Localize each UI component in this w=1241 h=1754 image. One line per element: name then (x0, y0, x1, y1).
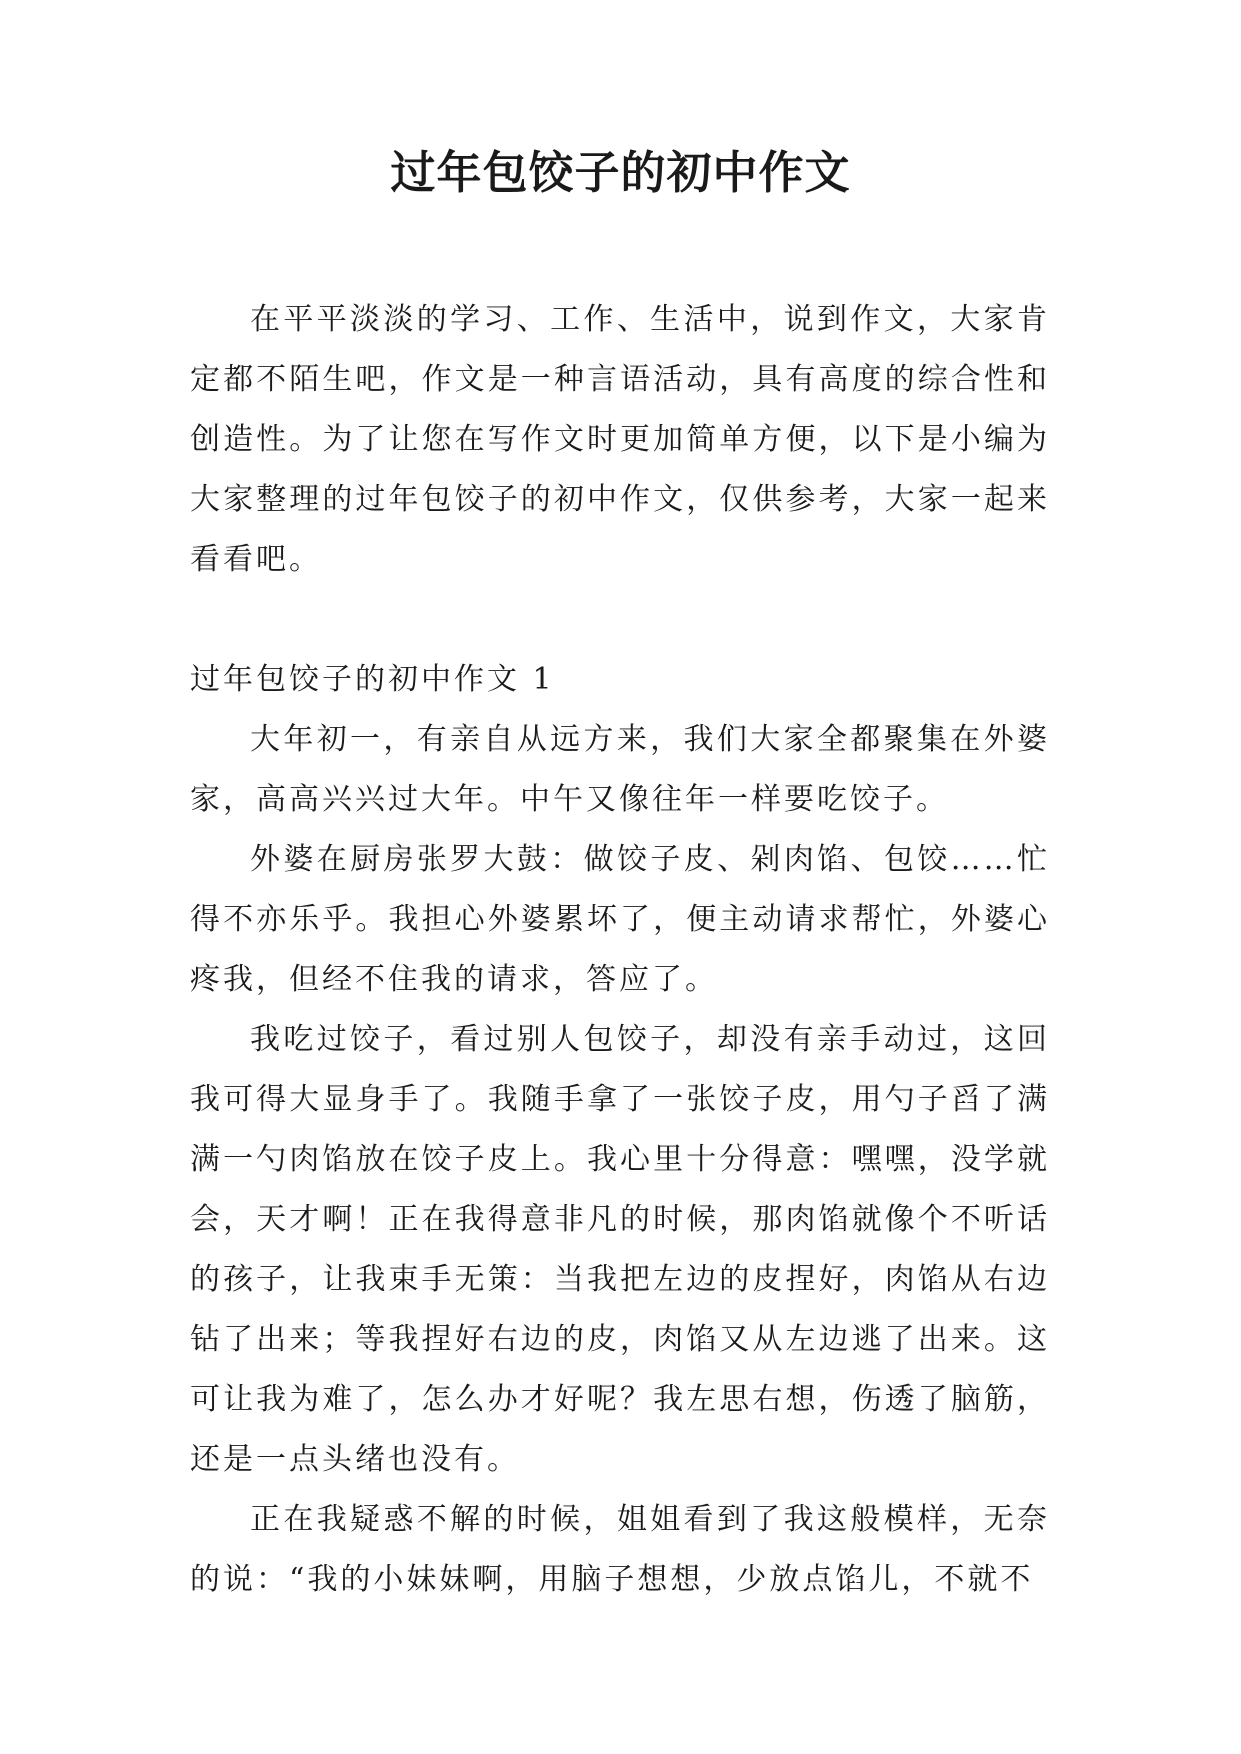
body-paragraph: 我吃过饺子，看过别人包饺子，却没有亲手动过，这回我可得大显身手了。我随手拿了一张饺子皮，用勺子舀了满满一勺肉馅放在饺子皮上。我心里十分得意：嘿嘿，没学就会，天才啊！正在我得意非凡的时候，那肉馅就像个不听话的孩子，让我束手无策：当我把左边的皮捏好，肉馅从右边钻了出来；等我捏好右边的皮，肉馅又从左边逃了出来。这可让我为难了，怎么办才好呢？我左思右想，伤透了脑筋，还是一点头绪也没有。 (190, 1022, 1050, 1477)
body-paragraph: 外婆在厨房张罗大鼓：做饺子皮、剁肉馅、包饺……忙得不亦乐乎。我担心外婆累坏了，便主动请求帮忙，外婆心疼我，但经不住我的请求，答应了。 (190, 842, 1050, 997)
document-title: 过年包饺子的初中作文 (390, 146, 851, 199)
body-paragraph: 大年初一，有亲自从远方来，我们大家全都聚集在外婆家，高高兴兴过大年。中午又像往年一样要吃饺子。 (190, 722, 1050, 817)
body-paragraph: 正在我疑惑不解的时候，姐姐看到了我这般模样，无奈的说：“我的小妹妹啊，用脑子想想，少放点馅儿，不就不 (190, 1502, 1050, 1597)
section-heading: 过年包饺子的初中作文 1 (190, 662, 555, 697)
document-body (190, 290, 1050, 1610)
intro-paragraph: 在平平淡淡的学习、工作、生活中，说到作文，大家肯定都不陌生吧，作文是一种言语活动，具有高度的综合性和创造性。为了让您在写作文时更加简单方便，以下是小编为大家整理的过年包饺子的初中作文，仅供参考，大家一起来看看吧。 (190, 302, 1050, 577)
